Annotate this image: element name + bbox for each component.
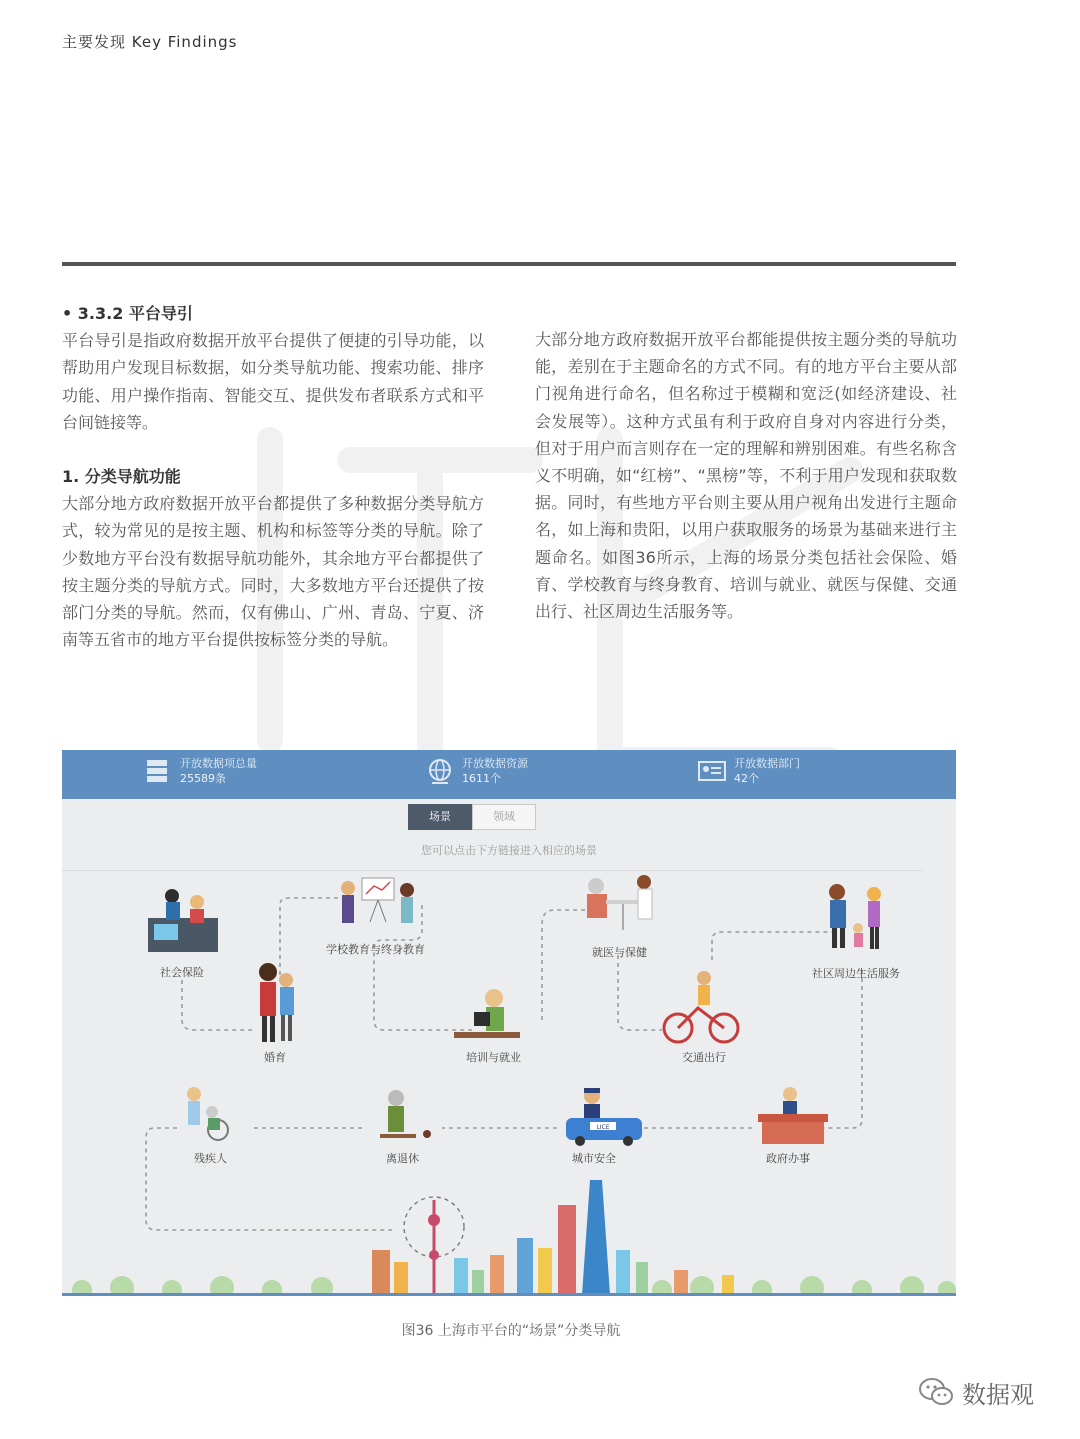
tab-scene[interactable]: 场景 <box>408 804 472 830</box>
stat-value: 42个 <box>734 772 759 785</box>
transport-illustration <box>664 971 738 1042</box>
scene-illustration-layer <box>62 750 956 1295</box>
scene-disabled[interactable]: 残疾人 <box>194 1152 227 1165</box>
scene-healthcare[interactable]: 就医与保健 <box>592 946 647 959</box>
scene-community-services[interactable]: 社区周边生活服务 <box>812 967 900 980</box>
stat-label: 开放数据部门 <box>734 757 800 770</box>
figure-caption: 图36 上海市平台的“场景”分类导航 <box>401 1323 621 1339</box>
city-safety-illustration <box>566 1088 642 1146</box>
retirement-illustration <box>380 1090 431 1138</box>
city-skyline-illustration <box>372 1180 734 1295</box>
community-illustration <box>829 884 881 949</box>
disabled-illustration <box>187 1087 228 1140</box>
education-illustration <box>341 878 414 923</box>
section-heading: • 3.3.2 平台导引 <box>62 304 193 323</box>
wechat-icon <box>918 1377 954 1407</box>
brand-name: 数据观 <box>962 1380 1034 1409</box>
scene-transport[interactable]: 交通出行 <box>682 1051 726 1064</box>
stat-value: 25589条 <box>180 772 226 785</box>
stat-label: 开放数据项总量 <box>180 757 257 770</box>
scene-training-employment[interactable]: 培训与就业 <box>466 1051 521 1064</box>
left-column <box>62 300 484 653</box>
stat-label: 开放数据资源 <box>462 757 528 770</box>
social-insurance-illustration <box>148 889 218 952</box>
page-header-title: 主要发现 Key Findings <box>62 33 238 51</box>
intro-paragraph: 平台导引是指政府数据开放平台提供了便捷的引导功能，以帮助用户发现目标数据，如分类导航功能、搜索功能、排序功能、用户操作指南、智能交互、提供发布者联系方式和平台间链接等。 <box>62 331 484 432</box>
tab-domain[interactable]: 领域 <box>472 804 536 830</box>
government-illustration <box>758 1087 828 1144</box>
subheading-category-nav: 1. 分类导航功能 <box>62 467 181 487</box>
scene-social-insurance[interactable]: 社会保险 <box>160 966 204 979</box>
healthcare-illustration <box>587 875 652 930</box>
shanghai-scene-navigation-figure <box>62 750 956 1295</box>
scene-government-affairs[interactable]: 政府办事 <box>766 1152 810 1165</box>
brand-mark <box>918 1372 1034 1412</box>
figure-hint: 您可以点击下方链接进入相应的场景 <box>421 844 597 857</box>
category-nav-paragraph: 大部分地方政府数据开放平台都提供了多种数据分类导航方式，较为常见的是按主题、机构和标签等分类的导航。除了少数地方平台没有数据导航功能外，其余地方平台都提供了按主题分类的导航方式。同时，大多数地方平台还提供了按部门分类的导航。然而，仅有佛山、广州、青岛、宁夏、济南等五省市的地方平台提供按标签分类的导航。 <box>62 494 484 650</box>
scene-city-safety[interactable]: 城市安全 <box>572 1152 616 1165</box>
scene-education[interactable]: 学校教育与终身教育 <box>326 943 425 956</box>
marriage-illustration <box>259 963 294 1042</box>
police-car-sign: LICE <box>596 1124 610 1131</box>
figure-bottom-border <box>62 1293 956 1296</box>
theme-naming-paragraph: 大部分地方政府数据开放平台都能提供按主题分类的导航功能，差别在于主题命名的方式不同。有的地方平台主要从部门视角进行命名，但名称过于模糊和宽泛(如经济建设、社会发展等）。这种方式虽有利于政府自身对内容进行分类，但对于用户而言则存在一定的理解和辨别困难。有些名称含义不明确，如“红榜”、“黑榜”等，不利于用户发现和获取数据。同时，有些地方平台则主要从用户视角出发进行主题命名，如上海和贵阳，以用户获取服务的场景为基础来进行主题命名。如图36所示，上海的场景分类包括社会保险、婚育、学校教育与终身教育、培训与就业、就医与保健、交通出行、社区周边生活服务等。 <box>535 330 957 622</box>
right-column <box>535 326 957 625</box>
header-rule <box>62 262 956 266</box>
scene-retirement[interactable]: 离退休 <box>386 1152 419 1165</box>
scene-marriage[interactable]: 婚育 <box>264 1051 286 1064</box>
stat-value: 1611个 <box>462 772 501 785</box>
